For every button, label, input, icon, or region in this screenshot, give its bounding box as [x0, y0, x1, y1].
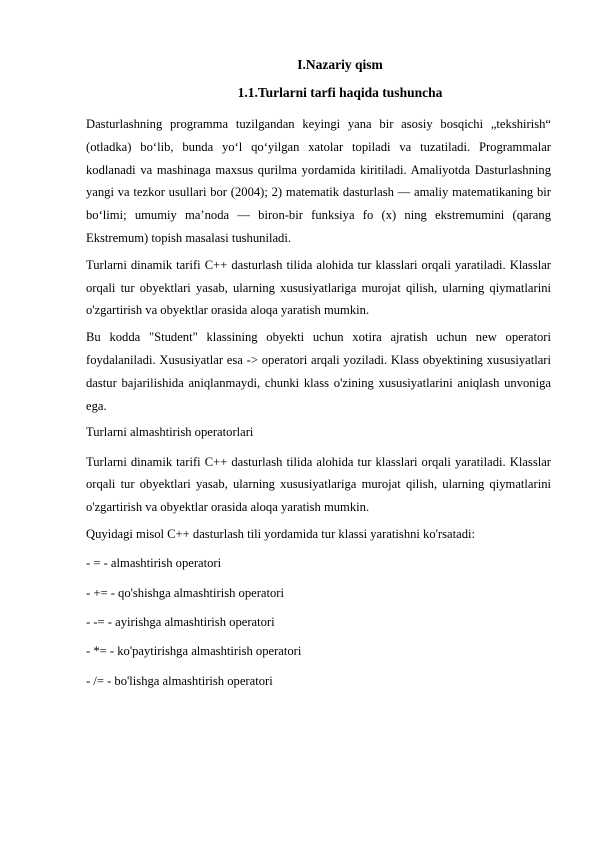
operator-item-divide-assign: - /= - bo'lishga almashtirish operatori: [86, 673, 273, 688]
paragraph-example-intro: Quyidagi misol C++ dasturlash tili yordamida tur klassi yaratishni ko'rsatadi:: [86, 527, 475, 542]
body-text: [86, 113, 551, 699]
paragraph-dynamic-types-repeat: Turlarni dinamik tarifi C++ dasturlash tilida alohida tur klasslari orqali yaratiladi. Klasslar orqali tur obyektlari yasab, ularning xususiyatlariga murojat qilish, ularning qiymatlarini o'zgartirish va obyektlar orasida aloqa yaratish mumkin.: [86, 454, 551, 515]
paragraph-dynamic-types: Turlarni dinamik tarifi C++ dasturlash tilida alohida tur klasslari orqali yaratiladi. Klasslar orqali tur obyektlari yasab, ularning xususiyatlariga murojat qilish, ularning qiymatlarini o'zgartirish va obyektlar orasida aloqa yaratish mumkin.: [86, 257, 551, 318]
paragraph-intro: Dasturlashning programma tuzilgandan keyingi yana bir asosiy bosqichi „tekshirish“ (otladka) bo‘lib, bunda yo‘l qo‘yilgan xatolar topiladi va tuzatiladi. Programmalar kodlanadi va mashinaga maxsus qurilma yordamida kiritiladi. Amaliyotda Dasturlashning yangi va tezkor usullari bor (2004); 2) matematik dasturlash — amaliy matematikaning bir bo‘limi; umumiy ma’noda — biron-bir funksiya fo (x) ning ekstremumini (qarang Ekstremum) topish masalasi tushuniladi.: [86, 117, 551, 245]
operator-item-add-assign: - += - qo'shishga almashtirish operatori: [86, 585, 284, 600]
subsection-title: 1.1.Turlarni tarfi haqida tushuncha: [237, 85, 443, 100]
operator-item-assign: - = - almashtirish operatori: [86, 556, 222, 571]
paragraph-operators-heading: Turlarni almashtirish operatorlari: [86, 425, 254, 440]
operator-item-subtract-assign: - -= - ayirishga almashtirish operatori: [86, 614, 275, 629]
section-title: I.Nazariy qism: [297, 57, 383, 72]
operator-item-multiply-assign: - *= - ko'paytirishga almashtirish operatori: [86, 644, 302, 659]
paragraph-student-example: Bu kodda "Student" klassining obyekti uchun xotira ajratish uchun new operatori foydalaniladi. Xususiyatlar esa -> operatori arqali yoziladi. Klass obyektining xususiyatlari dastur bajarilishida aniqlanmaydi, chunki klass o'zining xususiyatlarini aniqlash unvoniga ega.: [86, 330, 551, 413]
